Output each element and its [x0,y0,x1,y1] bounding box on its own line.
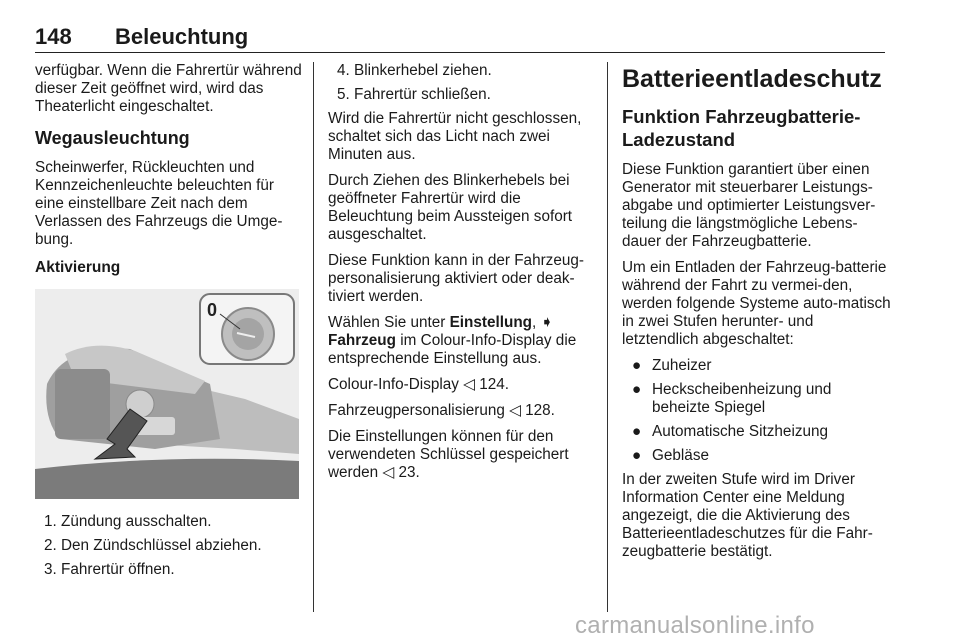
cross-reference: Fahrzeugpersonalisierung ◁ 128. [328,402,555,419]
reference-arrow-icon: ◁ [382,464,395,481]
paragraph: Die Einstellungen können für den verwendeten Schlüssel gespeichert werden ◁ 23. [328,428,569,481]
section-title: Batterieentladeschutz [622,65,882,93]
menu-term-fahrzeug: Fahrzeug [328,332,396,349]
arrow-right-icon: ➧ [540,314,554,331]
figure-number-label: 0 [207,300,218,320]
section-paragraph: Scheinwerfer, Rückleuchten und Kennzeichenleuchte beleuchten für eine einstellbare Zeit nach dem Verlassen des Fahrzeugs die Umge-bung. [35,159,283,248]
chapter-title: Beleuchtung [115,24,249,49]
bullet-icon: ● [632,357,642,374]
steps-list-continued [328,62,596,104]
reference-arrow-icon: ◁ [463,376,475,393]
paragraph: Diese Funktion kann in der Fahrzeug-personalisierung aktiviert oder deak-tiviert werden. [328,252,584,305]
paragraph: Um ein Entladen der Fahrzeug-batterie während der Fahrt zu vermei-den, werden folgende Systeme auto-matisch in zwei Stufen herunter- und letztendlich abgeschaltet: [622,259,891,348]
list-item: 4. Blinkerhebel ziehen. [354,62,596,80]
steps-list [35,513,303,579]
list-item: ● Gebläse [632,447,709,464]
watermark-text: carmanualsonline.info [575,612,815,639]
list-item: 5. Fahrertür schließen. [354,86,596,104]
systems-list [622,357,892,465]
settings-paragraph: Wählen Sie unter Einstellung, ➧ Fahrzeug im Colour-Info-Display die entsprechende Einstellung aus. [328,314,577,367]
reference-page: 128. [525,402,555,419]
menu-term-einstellung: Einstellung [449,314,533,331]
subsection-heading: Aktivierung [35,259,121,276]
paragraph: Durch Ziehen des Blinkerhebels bei geöffneter Fahrertür wird die Beleuchtung beim Aussteigen sofort ausgeschaltet. [328,172,573,243]
intro-paragraph: verfügbar. Wenn die Fahrertür während dieser Zeit geöffnet wird, wird das Theaterlicht eingeschaltet. [35,62,302,115]
cross-reference: Colour-Info-Display ◁ 124. [328,376,509,393]
list-item: 3. Fahrertür öffnen. [61,561,303,579]
paragraph: Diese Funktion garantiert über einen Generator mit steuerbarer Leistungs-abgabe und optimierter Leistungsver-teilung die längstmögliche Lebens-dauer der Fahrzeugbatterie. [622,161,876,250]
indicator-stalk-illustration [35,289,299,499]
paragraph: In der zweiten Stufe wird im Driver Information Center eine Meldung angezeigt, die die Aktivierung des Batterieentladeschutzes für die Fahr-zeugbatterie bestätigt. [622,471,873,560]
reference-page: 23. [398,464,420,481]
page-header [35,18,885,53]
paragraph: Wird die Fahrertür nicht geschlossen, schaltet sich das Licht nach zwei Minuten aus. [328,110,582,163]
page-number: 148 [35,24,72,49]
list-item: ● Zuheizer [632,357,712,374]
column-1 [35,62,303,585]
column-divider [607,62,608,612]
bullet-icon: ● [632,381,642,398]
bullet-icon: ● [632,447,642,464]
column-2 [328,62,596,490]
list-item: 2. Den Zündschlüssel abziehen. [61,537,303,555]
column-divider [313,62,314,612]
subsection-title: Funktion Fahrzeugbatterie-Ladezustand [622,106,861,150]
column-3 [622,62,892,569]
list-item: 1. Zündung ausschalten. [61,513,303,531]
reference-page: 124. [479,376,509,393]
list-item: ● Heckscheibenheizung und beheizte Spiegel [632,381,832,416]
list-item: ● Automatische Sitzheizung [632,423,829,440]
reference-arrow-icon: ◁ [509,402,521,419]
stalk-drawing [35,289,299,499]
section-heading: Wegausleuchtung [35,128,190,148]
bullet-icon: ● [632,423,642,440]
